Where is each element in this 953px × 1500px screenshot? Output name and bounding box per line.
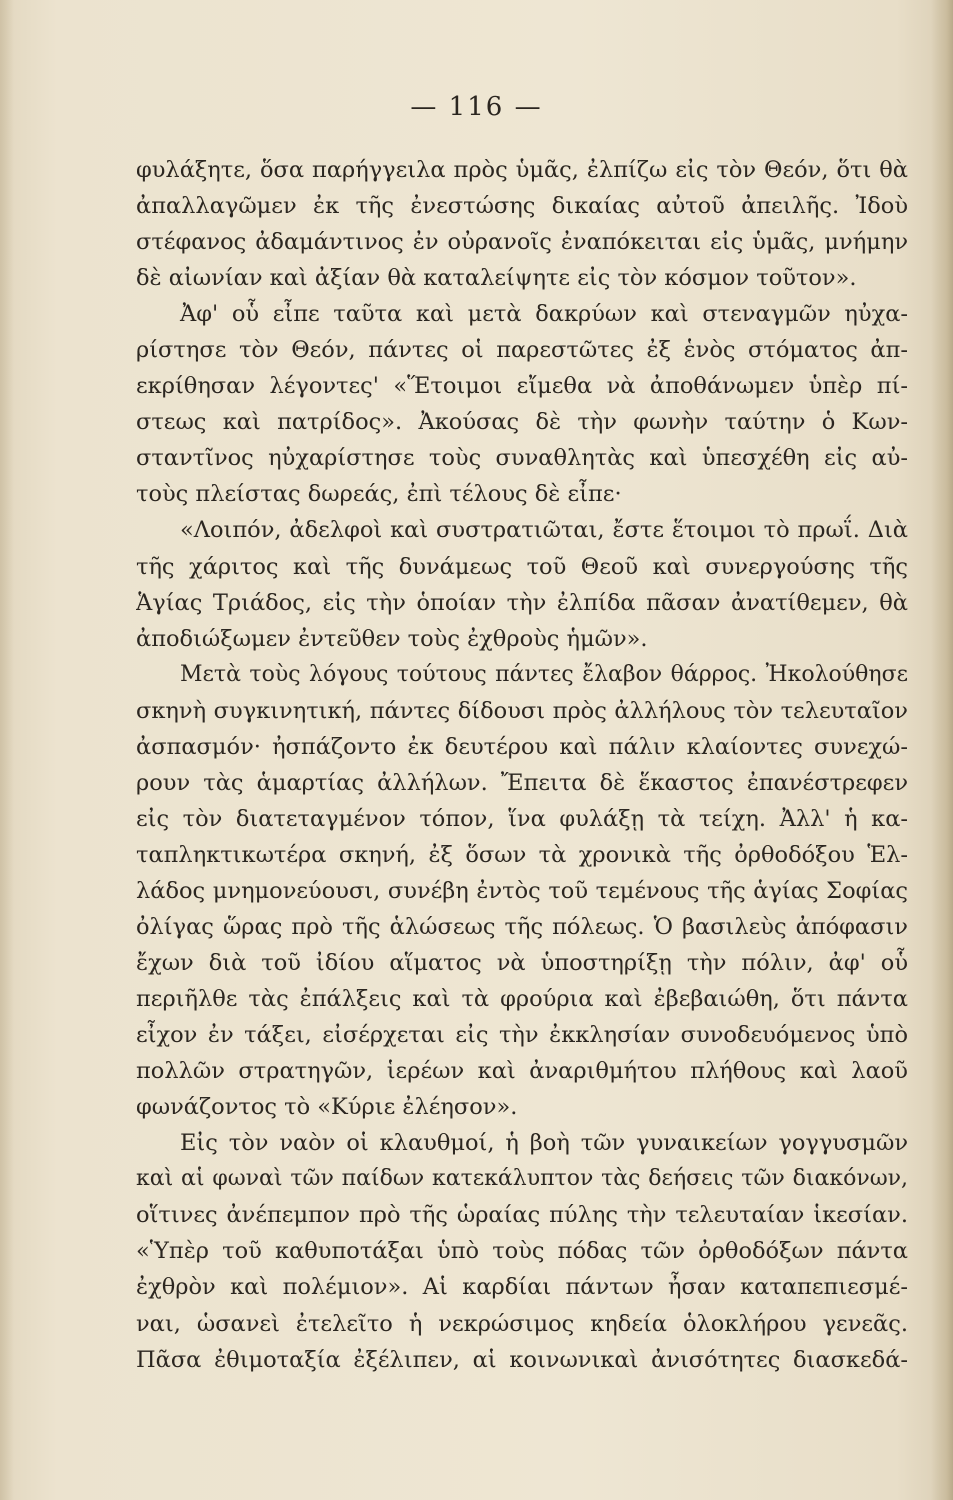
text-line: τῆς χάριτος καὶ τῆς δυνάμεως τοῦ Θεοῦ καὶ συνεργούσης τῆς	[136, 553, 908, 580]
text-line: εἶχον ἐν τάξει, εἰσέρχεται εἰς τὴν ἐκκλησίαν συνοδευόμενος ὑπὸ	[136, 1022, 908, 1049]
text-line: περιῆλθε τὰς ἐπάλξεις καὶ τὰ φρούρια καὶ ἐβεβαιώθη, ὅτι πάντα	[136, 986, 908, 1013]
text-line: σκηνὴ συγκινητική, πάντες δίδουσι πρὸς ἀλλήλους τὸν τελευταῖον	[136, 697, 908, 724]
text-line: εἰς τὸν διατεταγμένον τόπον, ἵνα φυλάξῃ τὰ τείχη. Ἀλλ' ἡ κα-	[136, 805, 908, 832]
body-text	[136, 152, 908, 1378]
text-line: καὶ αἱ φωναὶ τῶν παίδων κατεκάλυπτον τὰς δεήσεις τῶν διακόνων,	[136, 1166, 908, 1192]
text-line: «Ὑπὲρ τοῦ καθυποτάξαι ὑπὸ τοὺς πόδας τῶν ὀρθοδόξων πάντα	[136, 1238, 908, 1265]
text-line: ταπληκτικωτέρα σκηνή, ἐξ ὅσων τὰ χρονικὰ τῆς ὀρθοδόξου Ἑλ-	[136, 841, 908, 868]
text-line: στεως καὶ πατρίδος». Ἀκούσας δὲ τὴν φωνὴν ταύτην ὁ Κων-	[136, 409, 908, 436]
text-line: ἀπαλλαγῶμεν ἐκ τῆς ἐνεστώσης δικαίας αὐτοῦ ἀπειλῆς. Ἰδοὺ	[136, 193, 908, 220]
text-line: ναι, ὡσανεὶ ἐτελεῖτο ἡ νεκρώσιμος κηδεία ὁλοκλήρου γενεᾶς.	[136, 1310, 908, 1337]
page-right-edge-shadow	[931, 0, 953, 1500]
text-line: Πᾶσα ἐθιμοταξία ἐξέλιπεν, αἱ κοινωνικαὶ ἀνισότητες διασκεδά-	[136, 1346, 908, 1373]
text-line: Ἀφ' οὗ εἶπε ταῦτα καὶ μετὰ δακρύων καὶ στεναγμῶν ηὐχα-	[180, 301, 908, 328]
text-line: εκρίθησαν λέγοντες' «Ἕτοιμοι εἴμεθα νὰ ἀποθάνωμεν ὑπὲρ πί-	[136, 373, 908, 400]
text-line: ρίστησε τὸν Θεόν, πάντες οἱ παρεστῶτες ἐξ ἑνὸς στόματος ἀπ-	[136, 337, 908, 364]
page-left-edge-shadow	[0, 0, 14, 1500]
text-line: ρουν τὰς ἁμαρτίας ἀλλήλων. Ἔπειτα δὲ ἕκαστος ἐπανέστρεφεν	[136, 769, 908, 796]
text-line: Μετὰ τοὺς λόγους τούτους πάντες ἔλαβον θάρρος. Ἠκολούθησε	[180, 661, 908, 687]
text-line: Εἰς τὸν ναὸν οἱ κλαυθμοί, ἡ βοὴ τῶν γυναικείων γογγυσμῶν	[180, 1130, 908, 1157]
text-line: στέφανος ἀδαμάντινος ἐν οὐρανοῖς ἐναπόκειται εἰς ὑμᾶς, μνήμην	[136, 229, 908, 256]
text-line: Ἁγίας Τριάδος, εἰς τὴν ὁποίαν τὴν ἐλπίδα πᾶσαν ἀνατίθεμεν, θὰ	[136, 589, 908, 616]
page-number: — 116 —	[410, 92, 543, 122]
text-line: φυλάξητε, ὅσα παρήγγειλα πρὸς ὑμᾶς, ἐλπίζω εἰς τὸν Θεόν, ὅτι θὰ	[136, 157, 908, 183]
text-line: σταντῖνος ηὐχαρίστησε τοὺς συναθλητὰς καὶ ὑπεσχέθη εἰς αὐ-	[136, 445, 908, 472]
text-line: ἀποδιώξωμεν ἐντεῦθεν τοὺς ἐχθροὺς ἡμῶν».	[136, 625, 648, 652]
text-line: λάδος μνημονεύουσι, συνέβη ἐντὸς τοῦ τεμένους τῆς ἁγίας Σοφίας	[136, 877, 908, 904]
text-line: ἀσπασμόν· ἠσπάζοντο ἐκ δευτέρου καὶ πάλιν κλαίοντες συνεχώ-	[136, 733, 908, 760]
text-line: τοὺς πλείστας δωρεάς, ἐπὶ τέλους δὲ εἶπε·	[136, 481, 622, 508]
text-line: πολλῶν στρατηγῶν, ἱερέων καὶ ἀναριθμήτου πλήθους καὶ λαοῦ	[136, 1058, 908, 1085]
text-line: ἐχθρὸν καὶ πολέμιον». Αἱ καρδίαι πάντων ἦσαν καταπεπιεσμέ-	[136, 1274, 908, 1301]
text-line: ἔχων διὰ τοῦ ἰδίου αἵματος νὰ ὑποστηρίξῃ τὴν πόλιν, ἀφ' οὗ	[136, 950, 908, 977]
text-line: φωνάζοντος τὸ «Κύριε ἐλέησον».	[136, 1094, 518, 1121]
text-line: ὀλίγας ὥρας πρὸ τῆς ἁλώσεως τῆς πόλεως. Ὁ βασιλεὺς ἀπόφασιν	[136, 913, 908, 940]
text-line: δὲ αἰωνίαν καὶ ἀξίαν θὰ καταλείψητε εἰς τὸν κόσμον τοῦτον».	[136, 265, 857, 292]
text-line: οἵτινες ἀνέπεμπον πρὸ τῆς ὡραίας πύλης τὴν τελευταίαν ἱκεσίαν.	[136, 1202, 908, 1229]
text-line: «Λοιπόν, ἀδελφοὶ καὶ συστρατιῶται, ἔστε ἕτοιμοι τὸ πρωΐ. Διὰ	[180, 517, 908, 544]
